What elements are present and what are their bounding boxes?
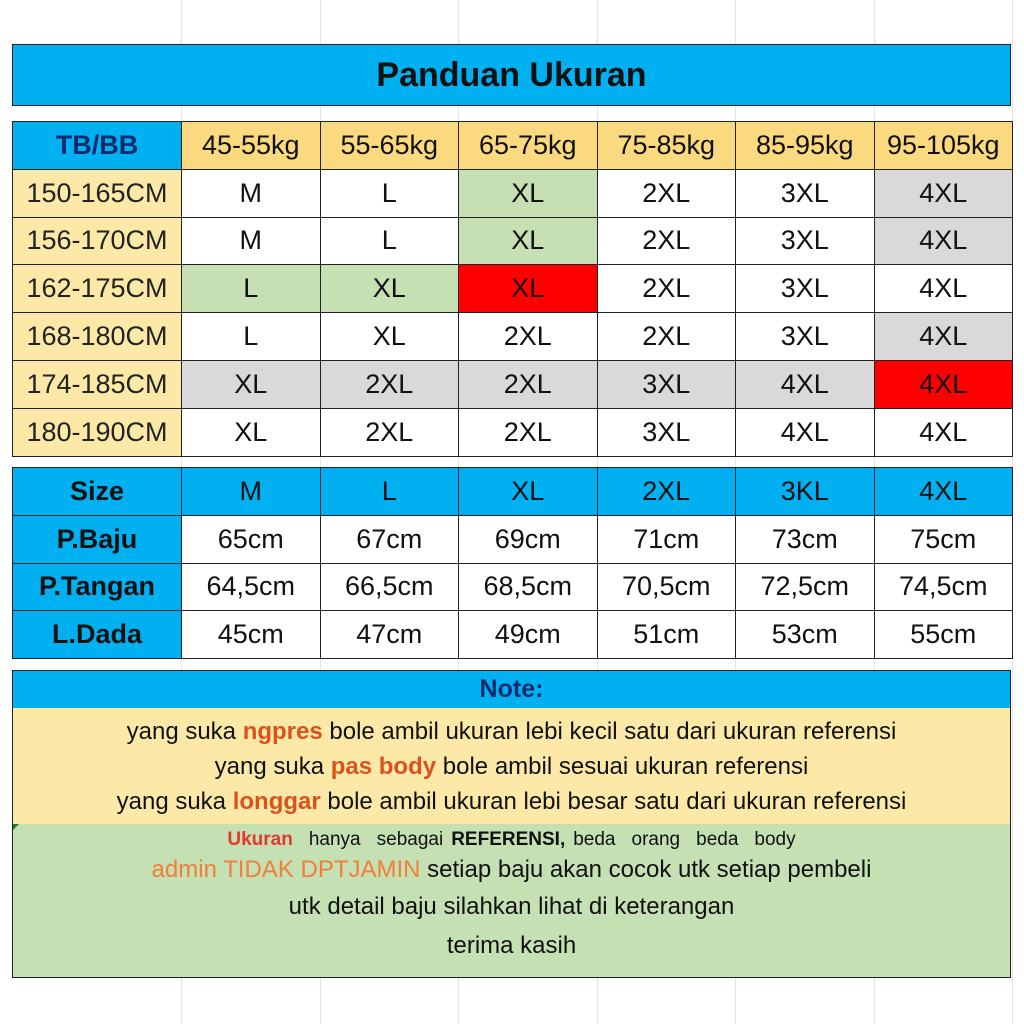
size-column-header: 3KL [736, 468, 875, 516]
size-cell: 3XL [736, 217, 875, 265]
measurement-table [12, 467, 1013, 659]
size-chart-row [13, 408, 1013, 456]
size-cell: L [182, 313, 321, 361]
size-cell: 4XL [874, 313, 1013, 361]
advice-highlight: ngpres [242, 717, 323, 745]
advice-text: yang suka [214, 752, 331, 780]
size-cell: M [182, 169, 321, 217]
measurement-value: 47cm [320, 611, 459, 659]
size-cell: 4XL [874, 360, 1013, 408]
size-cell: XL [182, 408, 321, 456]
advice-text: bole ambil sesuai ukuran referensi [436, 752, 809, 780]
note-panel [12, 670, 1011, 978]
size-cell: 3XL [736, 169, 875, 217]
fit-advice-line [117, 786, 907, 817]
measurement-label: P.Tangan [13, 563, 182, 611]
size-cell: XL [459, 217, 598, 265]
height-row-header: 180-190CM [13, 408, 182, 456]
size-column-header: XL [459, 468, 598, 516]
measurement-value: 65cm [182, 515, 321, 563]
disclaimer-keyword: Ukuran [227, 829, 293, 850]
size-cell: 4XL [736, 408, 875, 456]
size-column-header: 2XL [597, 468, 736, 516]
disclaimer-word: beda [696, 829, 739, 850]
admin-disclaimer [152, 853, 872, 887]
size-cell: XL [320, 313, 459, 361]
size-cell: 4XL [736, 360, 875, 408]
size-cell: M [182, 217, 321, 265]
size-column-header: 4XL [874, 468, 1013, 516]
admin-emphasis: admin TIDAK DPTJAMIN [151, 856, 421, 883]
size-cell: 2XL [597, 169, 736, 217]
size-chart-row [13, 313, 1013, 361]
measurement-value: 71cm [597, 515, 736, 563]
size-cell: L [320, 217, 459, 265]
size-cell: 3XL [736, 313, 875, 361]
disclaimer-emphasis: REFERENSI, [451, 829, 566, 850]
measurement-value: 67cm [320, 515, 459, 563]
measurement-value: 74,5cm [874, 563, 1013, 611]
note-title: Note: [13, 671, 1010, 708]
advice-text: yang suka [126, 717, 243, 745]
size-cell: L [320, 169, 459, 217]
admin-text: setiap baju akan cocok utk setiap pembeli [420, 856, 872, 883]
measurement-value: 64,5cm [182, 563, 321, 611]
weight-column-header: 65-75kg [459, 122, 598, 170]
measurement-header-row [13, 468, 1013, 516]
size-cell: 3XL [597, 360, 736, 408]
measurement-value: 70,5cm [597, 563, 736, 611]
cell-comment-marker [13, 824, 19, 830]
disclaimer-word: sebagai [376, 829, 444, 850]
size-cell: 2XL [597, 217, 736, 265]
measurement-label: L.Dada [13, 611, 182, 659]
size-cell: 2XL [459, 313, 598, 361]
size-cell: L [182, 265, 321, 313]
size-cell: 4XL [874, 217, 1013, 265]
advice-highlight: longgar [232, 787, 321, 815]
measurement-value: 68,5cm [459, 563, 598, 611]
advice-text: yang suka [116, 787, 233, 815]
disclaimer-word: hanya [308, 829, 361, 850]
advice-text: bole ambil ukuran lebi kecil satu dari ukuran referensi [322, 717, 897, 745]
measurement-row [13, 611, 1013, 659]
size-cell: XL [459, 169, 598, 217]
measurement-value: 51cm [597, 611, 736, 659]
size-cell: 2XL [320, 360, 459, 408]
size-cell: 2XL [459, 408, 598, 456]
size-cell: XL [459, 265, 598, 313]
advice-text: bole ambil ukuran lebi besar satu dari ukuran referensi [320, 787, 907, 815]
disclaimer-word: body [754, 829, 796, 850]
size-cell: 4XL [874, 265, 1013, 313]
size-cell: 3XL [736, 265, 875, 313]
size-chart-row [13, 265, 1013, 313]
measurement-value: 45cm [182, 611, 321, 659]
height-row-header: 168-180CM [13, 313, 182, 361]
height-row-header: 162-175CM [13, 265, 182, 313]
size-cell: 4XL [874, 408, 1013, 456]
detail-note: utk detail baju silahkan lihat di keterangan [288, 893, 735, 920]
disclaimer-word: orang [631, 829, 681, 850]
measurement-value: 69cm [459, 515, 598, 563]
fit-advice [13, 708, 1010, 824]
fit-advice-line [127, 716, 897, 747]
measurement-value: 75cm [874, 515, 1013, 563]
measurement-value: 49cm [459, 611, 598, 659]
size-cell: 2XL [597, 265, 736, 313]
height-row-header: 156-170CM [13, 217, 182, 265]
size-cell: 3XL [597, 408, 736, 456]
size-cell: 2XL [320, 408, 459, 456]
disclaimer-section [13, 824, 1010, 978]
weight-column-header: 85-95kg [736, 122, 875, 170]
size-chart-row [13, 169, 1013, 217]
size-chart-header-row [13, 122, 1013, 170]
size-header-label: Size [13, 468, 182, 516]
size-column-header: L [320, 468, 459, 516]
thanks-note: terima kasih [446, 932, 577, 959]
height-row-header: 174-185CM [13, 360, 182, 408]
measurement-row [13, 515, 1013, 563]
measurement-value: 72,5cm [736, 563, 875, 611]
disclaimer-word: beda [573, 829, 616, 850]
measurement-row [13, 563, 1013, 611]
size-cell: 2XL [459, 360, 598, 408]
size-cell: 4XL [874, 169, 1013, 217]
measurement-value: 73cm [736, 515, 875, 563]
corner-label: TB/BB [13, 122, 182, 170]
measurement-value: 66,5cm [320, 563, 459, 611]
size-cell: 2XL [597, 313, 736, 361]
size-chart-row [13, 217, 1013, 265]
measurement-label: P.Baju [13, 515, 182, 563]
page-title: Panduan Ukuran [12, 44, 1011, 106]
size-column-header: M [182, 468, 321, 516]
fit-advice-line [215, 751, 809, 782]
weight-column-header: 55-65kg [320, 122, 459, 170]
weight-column-header: 75-85kg [597, 122, 736, 170]
size-cell: XL [182, 360, 321, 408]
size-chart-table [12, 121, 1013, 457]
size-cell: XL [320, 265, 459, 313]
advice-highlight: pas body [330, 752, 437, 780]
reference-disclaimer [219, 826, 803, 853]
size-chart-row [13, 360, 1013, 408]
height-row-header: 150-165CM [13, 169, 182, 217]
weight-column-header: 45-55kg [182, 122, 321, 170]
measurement-value: 53cm [736, 611, 875, 659]
measurement-value: 55cm [874, 611, 1013, 659]
weight-column-header: 95-105kg [874, 122, 1013, 170]
